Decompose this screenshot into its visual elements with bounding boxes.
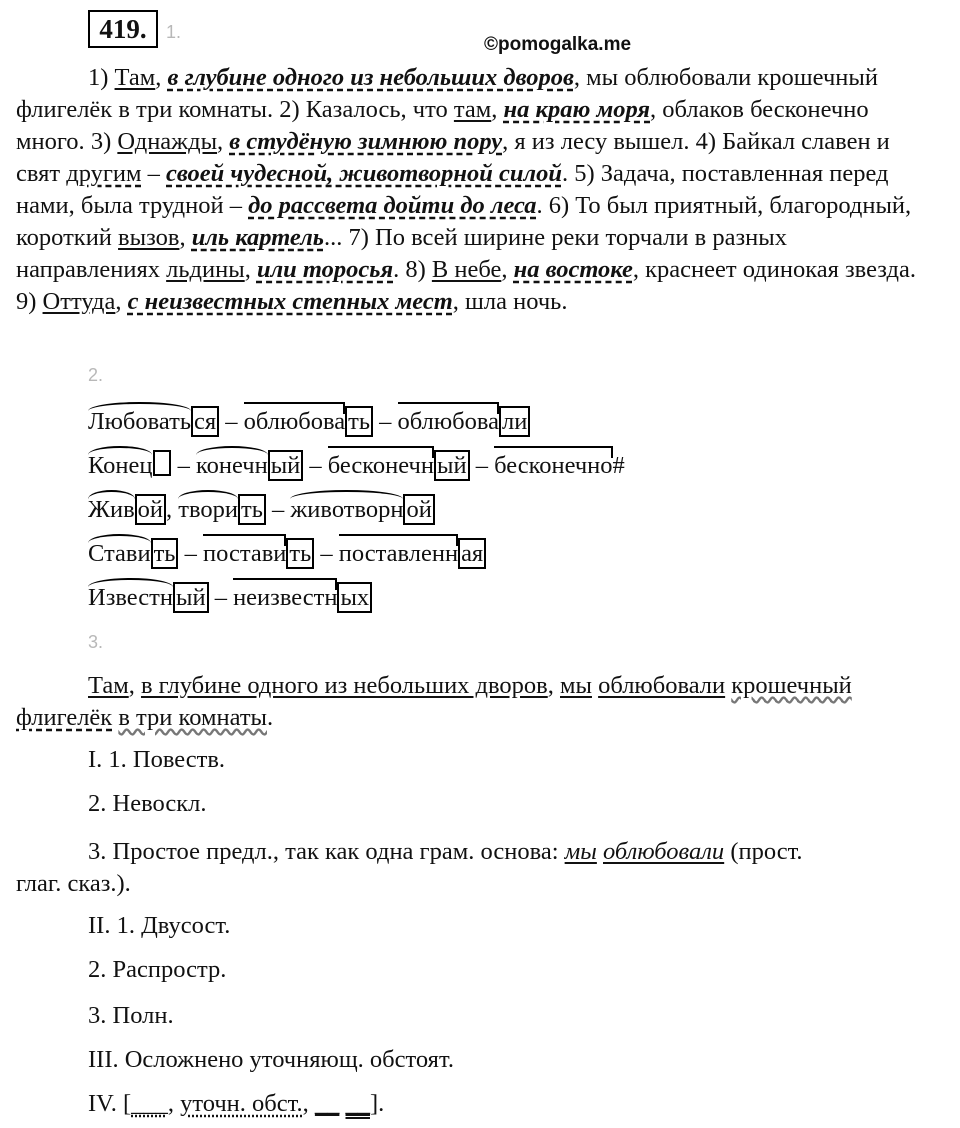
sentence-text: 5) Задача, поставленная перед нами, была трудной – [16, 160, 889, 219]
sentence-text: 7) По всей ширине реки торчали в разных направлениях [16, 224, 787, 283]
separator: – [171, 452, 196, 479]
separator: – [373, 408, 398, 435]
ending: ли [499, 406, 530, 437]
adverbial: В небе [431, 256, 502, 283]
clarifying-adverbial: на краю моря [503, 96, 651, 123]
subject: мы [564, 838, 597, 865]
separator: – [208, 584, 234, 611]
clarifying-member: или торосья [256, 256, 394, 283]
separator: – [314, 540, 339, 567]
word-row [88, 532, 625, 576]
object: другим [66, 160, 142, 187]
subject: вызов [118, 224, 180, 251]
exercise-number: 419. [88, 10, 158, 48]
clarifying-adverbial: на востоке [513, 256, 633, 283]
clarifying-adverbial: в студёную зимнюю пору [229, 128, 503, 155]
sentence-text: 4) Байкал славен и свят [16, 128, 890, 187]
sentence-number: 8) [405, 256, 426, 283]
section-1-label: 1. [166, 22, 182, 42]
ending: ть [151, 538, 179, 569]
separator: – [469, 452, 495, 479]
adverbial: Там [88, 672, 129, 699]
stem: бесконечн [327, 452, 434, 479]
separator: – [303, 452, 328, 479]
ending: ый [173, 582, 209, 613]
punct: . [536, 192, 543, 219]
null-ending-mark: # [612, 452, 625, 479]
sentence-number: 9) [16, 288, 37, 315]
ending: ый [434, 450, 470, 481]
separator: , [166, 496, 179, 523]
adverbial: Там [114, 64, 156, 91]
adverbial: Оттуда [42, 288, 116, 315]
section-3-label: 3. [88, 632, 104, 652]
word-row [88, 488, 625, 532]
analysis-line: I. 1. Повеств. [88, 746, 226, 773]
morpheme-analysis [88, 400, 625, 620]
word-row [88, 400, 625, 444]
punct: , [302, 1090, 309, 1117]
clarifying-adverbial: в глубине одного из небольших дворов [167, 64, 574, 91]
clarifying-member: иль картель [191, 224, 324, 251]
scheme-subject: __ [314, 1090, 340, 1117]
subject: льдины [166, 256, 245, 283]
punct: . [393, 256, 400, 283]
object: флигелёк [16, 704, 113, 731]
analysis-line: 2. Распростр. [88, 956, 227, 983]
ending: ая [458, 538, 486, 569]
analysis-text: 3. Простое предл., так как одна грам. основа: [88, 838, 559, 865]
sentence-number: 3) [90, 128, 112, 155]
analysis-line: III. Осложнено уточняющ. обстоят. [88, 1046, 454, 1073]
sentence-text: 2) Казалось, что [279, 96, 448, 123]
clarifying-member: до рассвета дойти до леса [248, 192, 537, 219]
clarifying-object: своей чудесной, животворной силой [166, 160, 562, 187]
ending: ых [337, 582, 372, 613]
ending: ть [345, 406, 373, 437]
word-row [88, 576, 625, 620]
word-row [88, 444, 625, 488]
sentence-text: , облаков бесконечно много. [16, 96, 869, 155]
adverbial: там [453, 96, 492, 123]
bracket: ]. [370, 1090, 385, 1117]
predicate: облюбовали [603, 838, 725, 865]
sentence-text: , я из лесу вышел. [502, 128, 690, 155]
clarifying-adverbial: в глубине одного из небольших дворов [140, 672, 548, 699]
predicate: облюбовали [598, 672, 726, 699]
subject: мы [560, 672, 592, 699]
stem: животворн [290, 496, 404, 523]
stem: бесконечно [494, 452, 613, 479]
separator: – [219, 408, 244, 435]
stem: конечн [195, 452, 268, 479]
sentence-text: , мы облюбовали крошечный флигелёк в три комнаты. [16, 64, 878, 123]
attribute: крошечный [731, 672, 852, 699]
sentence-text: 6) То был приятный, благородный, короткий [16, 192, 912, 251]
stem: неизвестн [233, 584, 338, 611]
zero-ending [153, 450, 171, 476]
root: Конец [88, 452, 153, 479]
stem: поставленн [338, 540, 459, 567]
scheme-clarifying: уточн. обст. [180, 1090, 303, 1117]
adverbial: Однажды [117, 128, 218, 155]
scheme-predicate: __ [345, 1090, 370, 1117]
root: Жив [88, 496, 135, 523]
sentence-text: , краснеет одинокая звезда. [632, 256, 916, 283]
suffix: ся [191, 406, 219, 437]
punct: . [267, 704, 274, 731]
punct: . [561, 160, 569, 187]
analysis-line: 2. Невоскл. [88, 790, 207, 817]
punct: , [167, 1090, 174, 1117]
bracket: IV. [ [88, 1090, 132, 1117]
root: Стави [88, 540, 151, 567]
ending: ый [268, 450, 304, 481]
watermark: ©pomogalka.me [484, 34, 632, 55]
separator: – [178, 540, 203, 567]
analysis-line [88, 838, 803, 866]
stem: облюбова [397, 408, 500, 435]
stem: облюбова [243, 408, 346, 435]
root: Любовать [88, 408, 192, 435]
sentence-number: 1) [88, 64, 109, 91]
analysis-text: (прост. [730, 838, 803, 865]
attribute: в три комнаты [118, 704, 267, 731]
analysis-line: 3. Полн. [88, 1002, 174, 1029]
ending: ой [403, 494, 434, 525]
analysis-line: глаг. сказ.). [16, 870, 131, 897]
stem: постави [202, 540, 287, 567]
clarifying-adverbial: с неизвестных степных мест [127, 288, 453, 315]
separator: – [265, 496, 291, 523]
punct: ... [323, 224, 343, 251]
ending: ой [135, 494, 166, 525]
scheme-adverbial: ___ [131, 1090, 168, 1117]
analysed-sentence: Там, в глубине одного из небольших дворов, мы облюбовали крошечный флигелёк в три комнаты. [16, 672, 852, 731]
stem: твори [178, 496, 238, 523]
scheme-line [88, 1090, 384, 1118]
ending: ть [238, 494, 266, 525]
analysis-line: II. 1. Двусост. [88, 912, 231, 939]
section-2-label: 2. [88, 365, 104, 385]
sentence-text: , шла ночь. [452, 288, 568, 315]
ending: ть [286, 538, 314, 569]
section-1-paragraph: 1) Там, в глубине одного из небольших дворов, мы облюбовали крошечный флигелёк в три комнаты. 2) Казалось, что там, на краю моря, облаков бесконечно много. 3) Однажды, в студёную зимнюю пору, я из лесу вышел. 4) Байкал славен и свят другим – своей чудесной, животворной силой. 5) Задача, поставленная перед нами, была трудной – до рассвета дойти до леса. 6) То был приятный, благородный, короткий вызов, иль картель... 7) По всей ширине реки торчали в разных направлениях льдины, или торосья. 8) В небе, на востоке, краснеет одинокая звезда. 9) Оттуда, с неизвестных степных мест, шла ночь. [16, 64, 916, 315]
root: Известн [88, 584, 173, 611]
